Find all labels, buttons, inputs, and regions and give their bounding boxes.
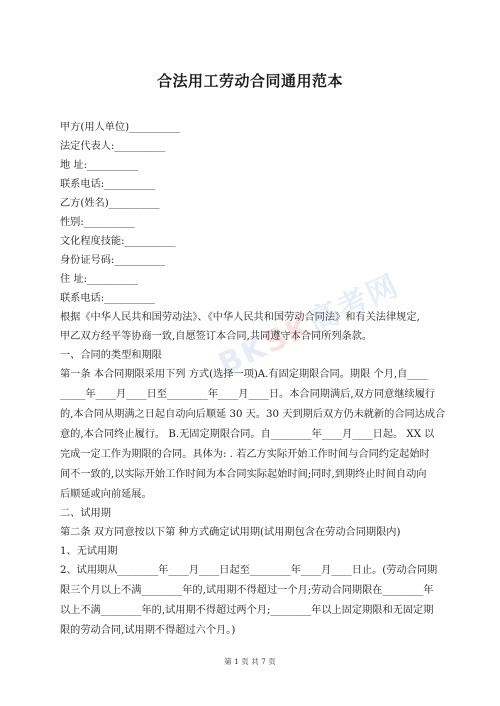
clause-line: 意的,本合同终止履行。 B.无固定期限合同。自________年____月____日起。 XX 以	[60, 429, 435, 440]
clause-line: 后顺延或向前延展。	[60, 489, 152, 500]
clause-line: 完成一定工作为期限的合同。具体为: . 若乙方实际开始工作时间与合同约定起始时	[60, 449, 430, 460]
clause-line: 间不一致的,以实际开始工作时间为本合同实际起始时间;同时,到期终止时间自动向	[60, 469, 427, 480]
section-heading: 一、合同的类型和期限	[60, 350, 162, 361]
clause-line: _____年____月____日至________年____月____日。本合同期满后,双方同意继续履行	[60, 389, 436, 400]
field-party-b: 乙方(姓名)__________	[60, 198, 160, 209]
clause-line: 的,本合同从期满之日起自动向后顺延 30 天。30 天到期后双方仍未就新的合同达成合	[60, 409, 446, 420]
clause-line: 1、无试用期	[60, 546, 118, 557]
field-id-number: 身份证号码:__________	[60, 255, 166, 266]
preamble-line: 根据《中华人民共和国劳动法》、《中华人民共和国劳动合同法》和有关法律规定,	[60, 312, 420, 323]
page-footer: 第 1 页 共 7 页	[224, 657, 276, 666]
field-gender: 性别:__________	[60, 217, 135, 228]
field-legal-rep: 法定代表人:__________	[60, 141, 166, 152]
document-title: 合法用工劳动合同通用范本	[156, 72, 343, 90]
field-address-a: 地 址:__________	[60, 160, 138, 171]
preamble-line: 甲乙双方经平等协商一致,自愿签订本合同,共同遵守本合同所列条款。	[60, 331, 373, 342]
field-address-b: 住 址:__________	[60, 274, 138, 285]
section-heading: 二、试用期	[60, 508, 111, 519]
field-party-a: 甲方(用人单位)__________	[60, 122, 181, 133]
field-phone-a: 联系电话:__________	[60, 179, 156, 190]
clause-line: 第一条 本合同期限采用下列 方式(选择一项)A.有固定期限合同。期限 个月,自____	[60, 369, 428, 380]
clause-line: 限三个月以上不满________年的,试用期不得超过一个月;劳动合同期限在________年	[60, 585, 434, 596]
field-education: 文化程度技能:__________	[60, 236, 176, 247]
clause-line: 以上不满________年的,试用期不得超过两个月;________年以上固定期限和无固定期	[60, 605, 434, 616]
clause-line: 2、试用期从________年____月____日起至________年____月____日止。(劳动合同期	[60, 565, 438, 576]
field-phone-b: 联系电话:__________	[60, 293, 156, 304]
watermark-logo: BKSK高考网	[213, 268, 405, 383]
clause-line: 限的劳动合同,试用期不得超过六个月。)	[60, 625, 236, 636]
clause-line: 第二条 双方同意按以下第 种方式确定试用期(试用期包含在劳动合同期限内)	[60, 527, 401, 538]
